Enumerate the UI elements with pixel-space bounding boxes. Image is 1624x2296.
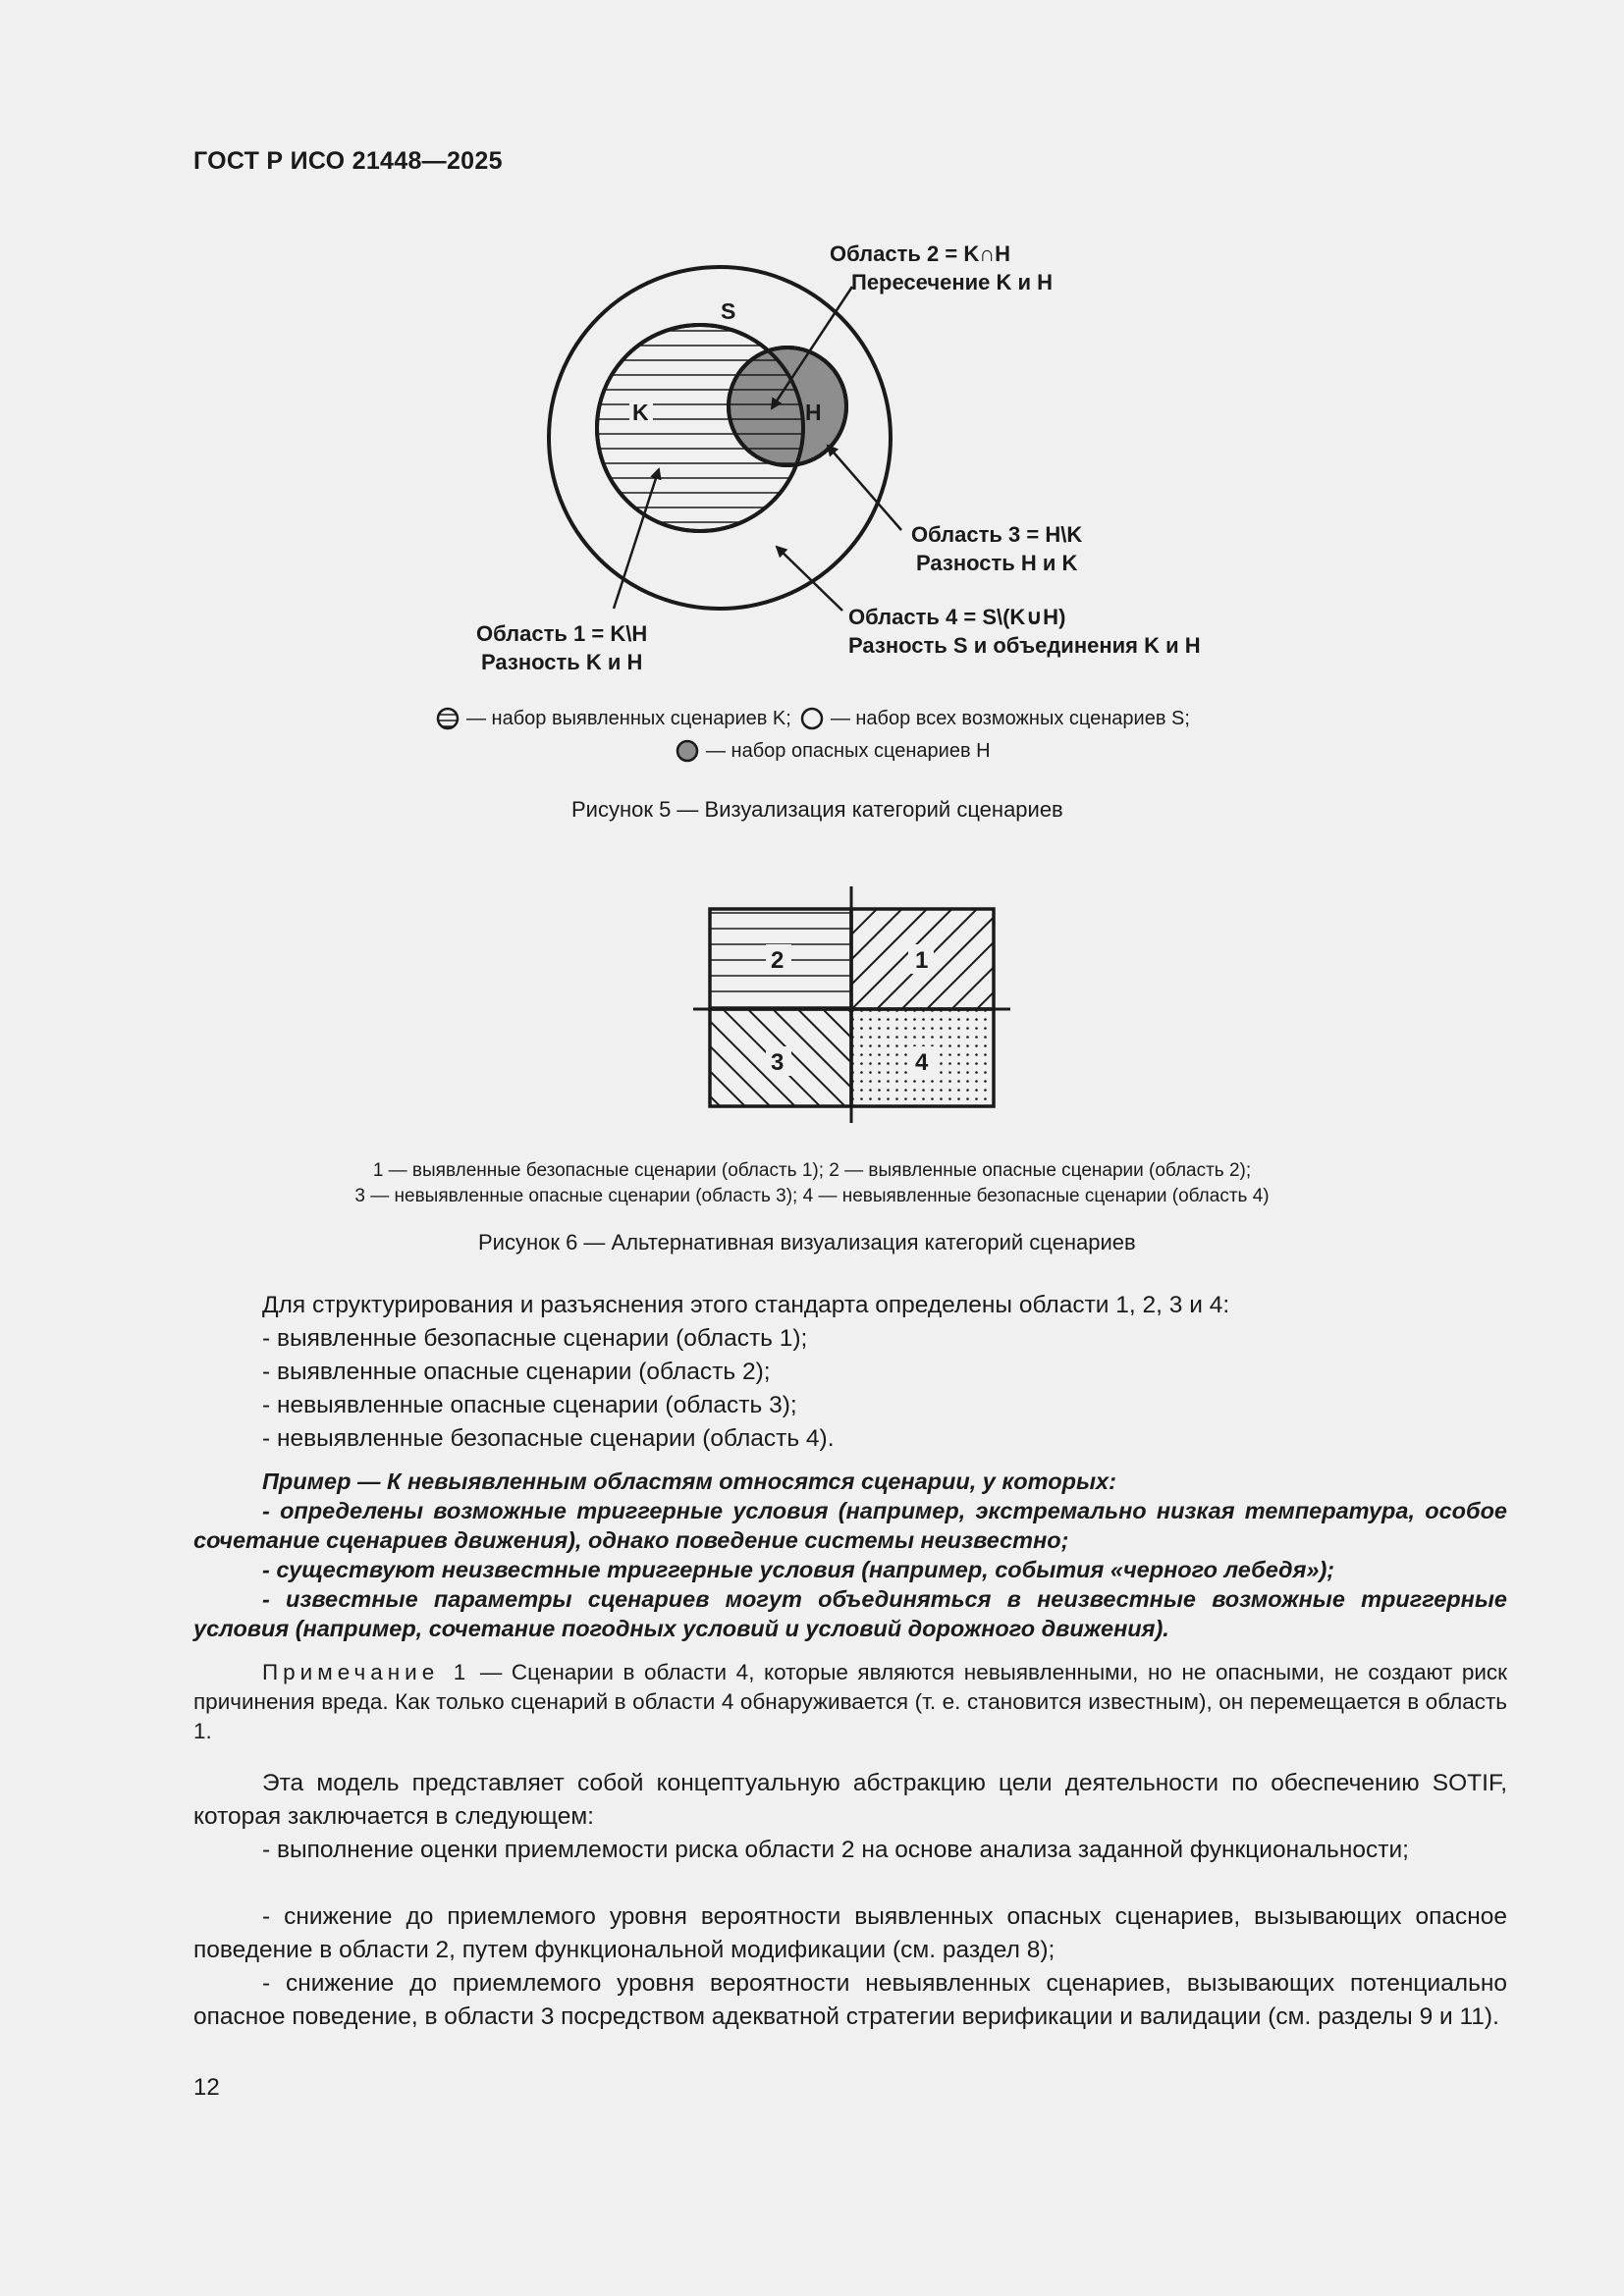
figure5-legend-row2: — набор опасных сценариев H xyxy=(675,738,991,764)
page-number: 12 xyxy=(193,2074,220,2101)
cell-3-label: 3 xyxy=(771,1049,785,1076)
areas-list xyxy=(193,1322,1507,1456)
example-item: - определены возможные триггерные условия (например, экстремально низкая температура, особое сочетание сценариев движения), однако поведение системы неизвестно; xyxy=(193,1498,1507,1553)
list-item: - выявленные безопасные сценарии (область 1); xyxy=(262,1325,808,1352)
figure6-legend-line1: 1 — выявленные безопасные сценарии (область 1); 2 — выявленные опасные сценарии (область 2); xyxy=(372,1160,1252,1181)
note-text: — Сценарии в области 4, которые являются невыявленными, но не опасными, не создают риск причинения вреда. Как только сценарий в области 4 обнаруживается (т. е. становится известным), он перемещается в область 1. xyxy=(193,1660,1508,1743)
area1-label: Область 1 = K\H Разность K и H xyxy=(476,621,648,674)
model-item: - выполнение оценки приемлемости риска области 2 на основе анализа заданной функциональности; xyxy=(262,1837,1409,1863)
document-header: ГОСТ Р ИСО 21448—2025 xyxy=(193,147,503,175)
gray-circle-icon xyxy=(675,738,700,764)
note-paragraph xyxy=(193,1658,1507,1746)
label-h: H xyxy=(805,400,822,425)
cell-4-label: 4 xyxy=(915,1049,929,1076)
striped-circle-icon xyxy=(435,706,460,731)
list-item: - выявленные опасные сценарии (область 2); xyxy=(262,1359,771,1385)
example-item: - существуют неизвестные триггерные условия (например, события «черного лебедя»); xyxy=(262,1557,1335,1582)
model-item: - снижение до приемлемого уровня вероятности невыявленных сценариев, вызывающих потенциально опасное поведение, в области 3 посредством адекватной стратегии верификации и валидации (см. разделы 9 и 11). xyxy=(193,1970,1507,2030)
intro-paragraph: Для структурирования и разъяснения этого стандарта определены области 1, 2, 3 и 4: xyxy=(262,1292,1230,1318)
area4-label: Область 4 = S\(K∪H) Разность S и объединения K и H xyxy=(848,605,1201,658)
area2-label: Область 2 = K∩H Пересечение K и H xyxy=(830,241,1054,294)
model-item: - снижение до приемлемого уровня вероятности выявленных опасных сценариев, вызывающих опасное поведение в области 2, путем функциональной модификации (см. раздел 8); xyxy=(193,1903,1507,1963)
model-intro-paragraph: Эта модель представляет собой концептуальную абстракцию цели деятельности по обеспечению SOTIF, которая заключается в следующем: xyxy=(193,1770,1507,1830)
example-item: - известные параметры сценариев могут объединяться в неизвестные возможные триггерные условия (например, сочетание погодных условий и условий дорожного движения). xyxy=(193,1586,1507,1641)
list-item: - невыявленные безопасные сценарии (область 4). xyxy=(262,1425,835,1452)
example-block xyxy=(193,1467,1507,1643)
figure5-diagram xyxy=(0,0,1624,785)
list-item: - невыявленные опасные сценарии (область 3); xyxy=(262,1392,797,1418)
arrow-area4 xyxy=(777,547,842,611)
figure5-legend-row1: — набор выявленных сценариев K; — набор всех возможных сценариев S; xyxy=(435,706,1190,731)
example-title: Пример — К невыявленным областям относятся сценарии, у которых: xyxy=(262,1468,1116,1494)
label-k: K xyxy=(632,400,649,425)
figure6-diagram xyxy=(0,874,1624,1129)
figure6-caption: Рисунок 6 — Альтернативная визуализация категорий сценариев xyxy=(478,1230,1136,1255)
area3-label: Область 3 = H\K Разность H и K xyxy=(911,522,1083,575)
cell-2-label: 2 xyxy=(771,947,785,974)
figure6-legend-line2: 3 — невыявленные опасные сценарии (область 3); 4 — невыявленные безопасные сценарии (область 4) xyxy=(354,1186,1270,1206)
empty-circle-icon xyxy=(799,706,825,731)
label-s: S xyxy=(721,298,736,324)
figure5-caption: Рисунок 5 — Визуализация категорий сценариев xyxy=(571,797,1063,822)
cell-1-label: 1 xyxy=(915,947,929,974)
note-label: Примечание 1 xyxy=(262,1660,471,1684)
